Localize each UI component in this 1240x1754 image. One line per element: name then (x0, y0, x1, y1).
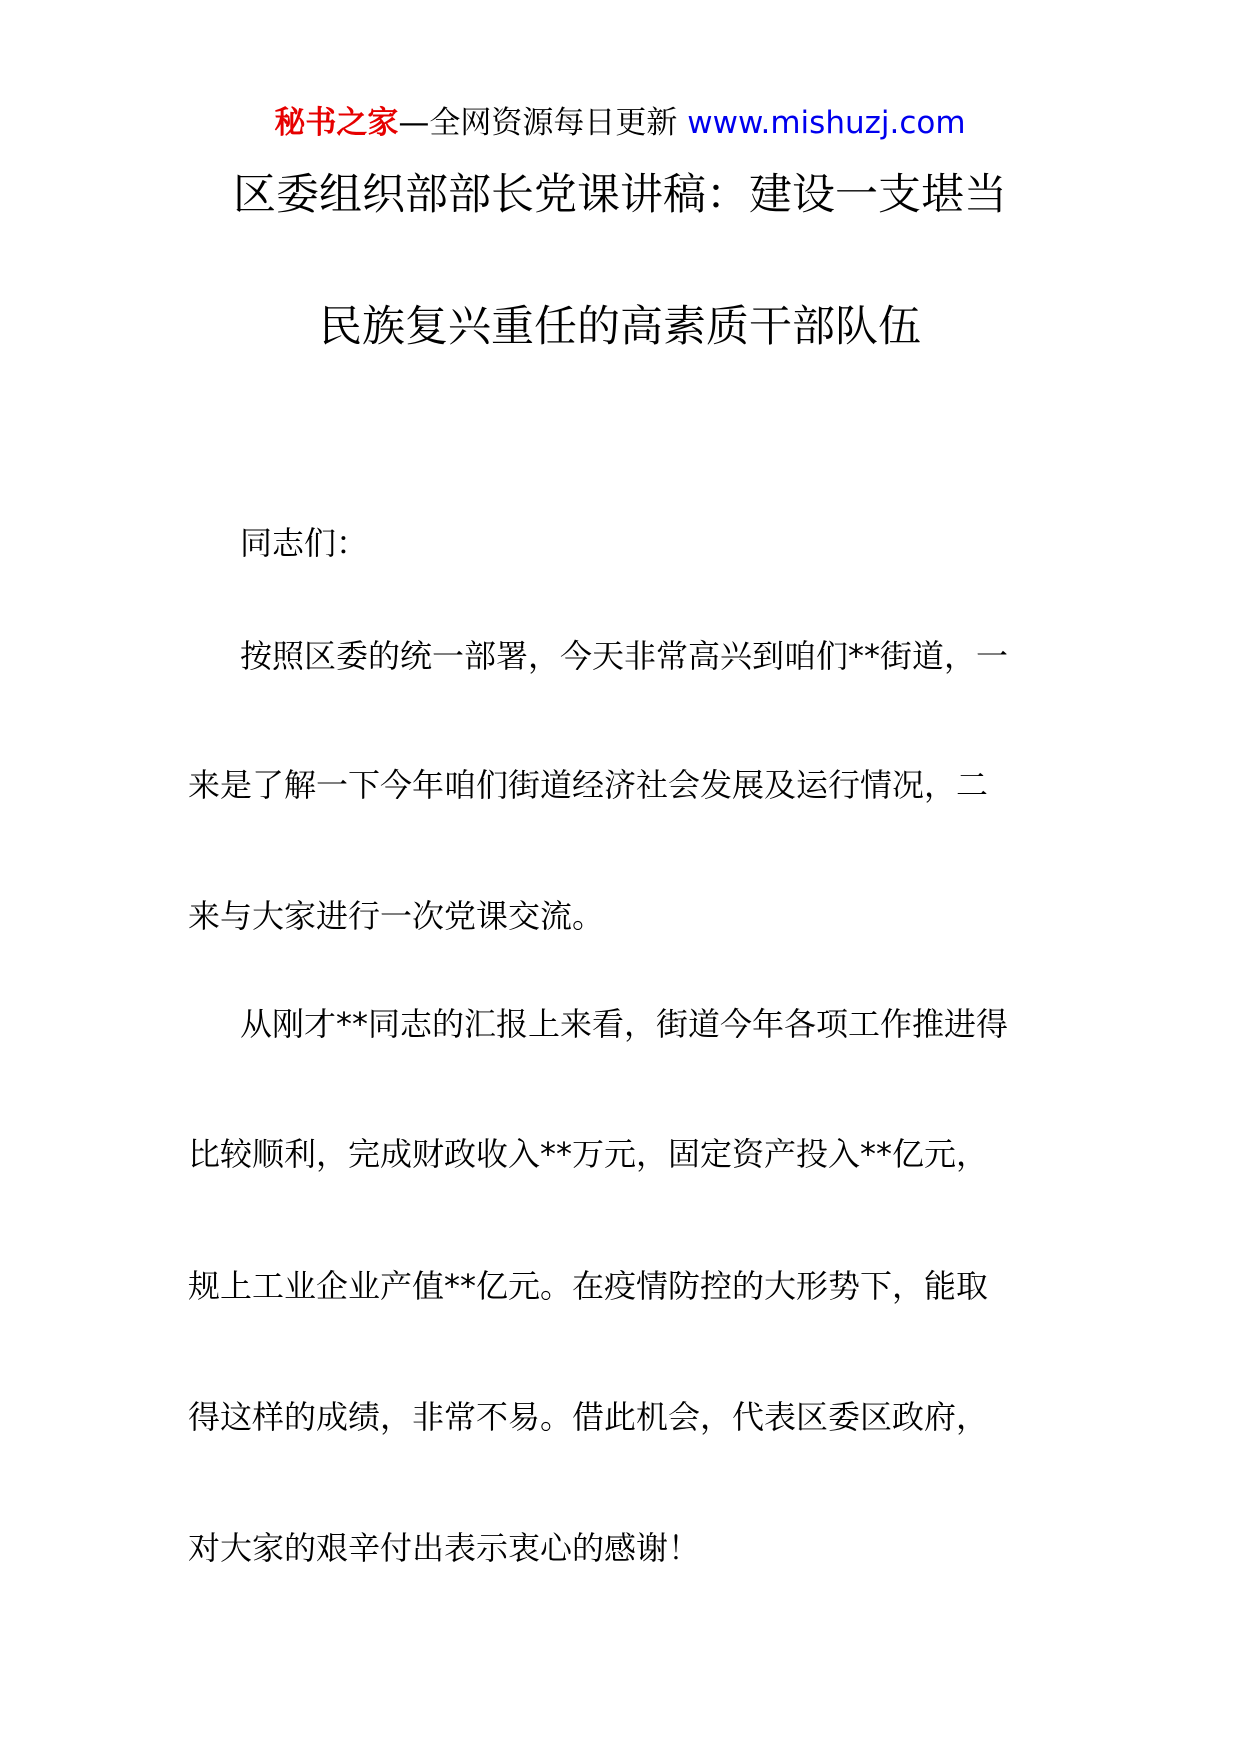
paragraph-2-line-4: 得这样的成绩，非常不易。借此机会，代表区委区政府， (188, 1398, 989, 1436)
site-url-link[interactable]: www.mishuzj.com (687, 105, 966, 141)
paragraph-1-line-2: 来是了解一下今年咱们街道经济社会发展及运行情况，二 (188, 766, 989, 804)
document-title-line-2: 民族复兴重任的高素质干部队伍 (319, 302, 921, 352)
greeting: 同志们： (240, 524, 369, 562)
document-title-line-1: 区委组织部部长党课讲稿：建设一支堪当 (233, 170, 1007, 220)
paragraph-2-line-2: 比较顺利，完成财政收入**万元，固定资产投入**亿元， (188, 1135, 989, 1173)
site-tagline: —全网资源每日更新 (398, 105, 688, 141)
brand-name: 秘书之家 (274, 105, 399, 141)
paragraph-1-line-1: 按照区委的统一部署，今天非常高兴到咱们**街道，一 (240, 637, 1009, 675)
paragraph-2-line-1: 从刚才**同志的汇报上来看，街道今年各项工作推进得 (240, 1005, 1009, 1043)
paragraph-2-line-5: 对大家的艰辛付出表示衷心的感谢！ (188, 1529, 701, 1567)
paragraph-2-line-3: 规上工业企业产值**亿元。在疫情防控的大形势下，能取 (188, 1267, 989, 1305)
paragraph-1-line-3: 来与大家进行一次党课交流。 (188, 897, 605, 935)
site-header (0, 100, 1240, 146)
